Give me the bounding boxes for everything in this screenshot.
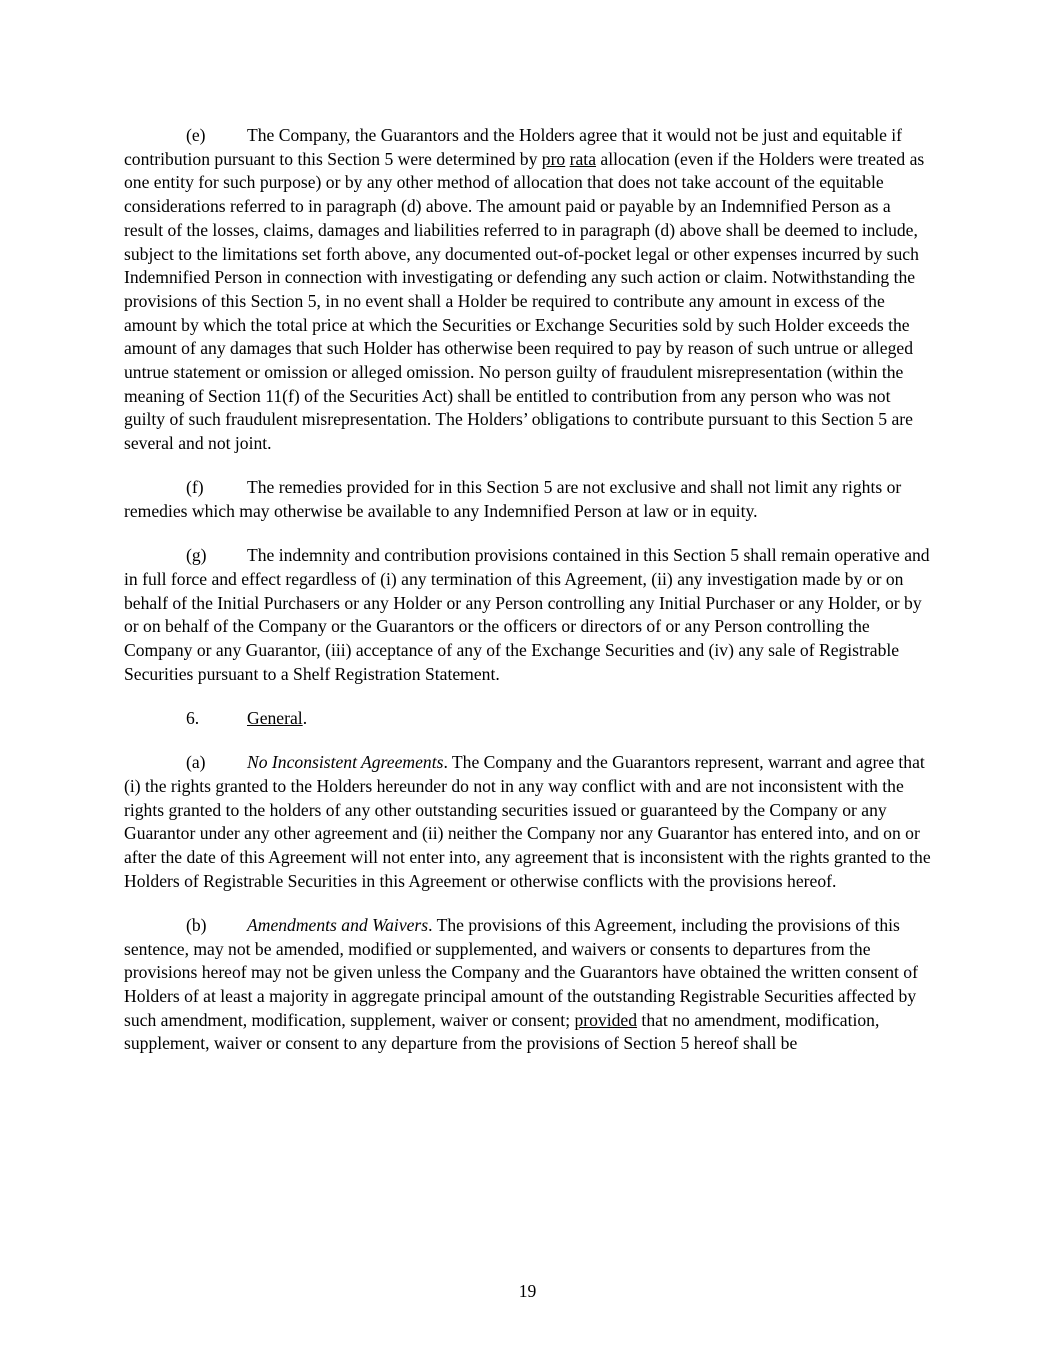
paragraph-heading: No Inconsistent Agreements: [247, 752, 444, 773]
paragraph-label: (f): [186, 477, 204, 498]
paragraph-label: (e): [186, 125, 206, 145]
section-number: 6.: [186, 707, 200, 728]
document-page: [124, 124, 934, 1077]
underlined-term: provided: [574, 1009, 638, 1030]
paragraph-a: (a) No Inconsistent Agreements. The Company and the Guarantors represent, warrant and agree that (i) the rights granted to the Holders hereunder do not in any way conflict with and are not inconsistent with the rights granted to the holders of any other outstanding securities issued or guaranteed by the Company or any Guarantor under any other agreement and (ii) neither the Company nor any Guarantor has entered into, and on or after the date of this Agreement will not enter into, any agreement that is inconsistent with the rights granted to the Holders of Registrable Securities in this Agreement or otherwise conflicts with the provisions hereof.: [124, 752, 931, 891]
underlined-term: rata: [569, 148, 597, 169]
paragraph-heading: Amendments and Waivers: [247, 914, 429, 935]
paragraph-label: (a): [186, 752, 206, 773]
page-number: 19: [518, 1281, 537, 1301]
paragraph-g: (g) The indemnity and contribution provisions contained in this Section 5 shall remain operative and in full force and effect regardless of (i) any termination of this Agreement, (ii) any investigation made by or on behalf of the Initial Purchasers or any Holder or any Person controlling any Initial Purchaser or any Holder, or by or on behalf of the Company or the Guarantors or the officers or directors of or any Person controlling the Company or any Guarantor, (iii) acceptance of any of the Exchange Securities and (iv) any sale of Registrable Securities pursuant to a Shelf Registration Statement.: [124, 545, 930, 684]
paragraph-label: (b): [186, 914, 207, 935]
paragraph-f: (f) The remedies provided for in this Section 5 are not exclusive and shall not limit any rights or remedies which may otherwise be available to any Indemnified Person at law or in equity.: [124, 477, 902, 522]
paragraph-e: (e) The Company, the Guarantors and the Holders agree that it would not be just and equitable if contribution pursuant to this Section 5 were determined by pro rata allocation (even if the Holders were treated as one entity for such purpose) or by any other method of allocation that does not take account of the equitable considerations referred to in paragraph (d) above. The amount paid or payable by an Indemnified Person as a result of the losses, claims, damages and liabilities referred to in paragraph (d) above shall be deemed to include, subject to the limitations set forth above, any documented out-of-pocket legal or other expenses incurred by such Indemnified Person in connection with investigating or defending any such action or claim. Notwithstanding the provisions of this Section 5, in no event shall a Holder be required to contribute any amount in excess of the amount by which the total price at which the Securities or Exchange Securities sold by such Holder exceeds the amount of any damages that such Holder has otherwise been required to pay by reason of such untrue or alleged untrue statement or omission or alleged omission. No person guilty of fraudulent misrepresentation (within the meaning of Section 11(f) of the Securities Act) shall be entitled to contribution from any person who was not guilty of such fraudulent misrepresentation. The Holders’ obligations to contribute pursuant to this Section 5 are several and not joint.: [124, 125, 925, 454]
paragraph-b: (b) Amendments and Waivers. The provisions of this Agreement, including the provisions of this sentence, may not be amended, modified or supplemented, and waivers or consents to departures from the provisions hereof may not be given unless the Company and the Guarantors have obtained the written consent of Holders of at least a majority in aggregate principal amount of the outstanding Registrable Securities affected by such amendment, modification, supplement, waiver or consent; provided that no amendment, modification, supplement, waiver or consent to any departure from the provisions of Section 5 hereof shall be: [124, 914, 918, 1054]
section-title: General: [247, 707, 303, 728]
underlined-term: pro: [541, 148, 566, 169]
section-6-heading: 6. General.: [124, 707, 934, 731]
paragraph-label: (g): [186, 545, 207, 566]
